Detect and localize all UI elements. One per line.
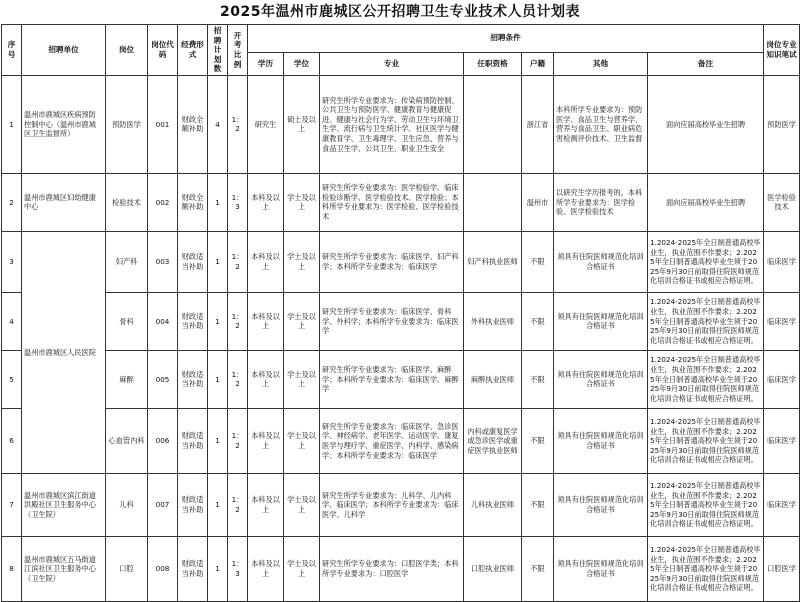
cell-count: 1 — [208, 408, 228, 473]
cell-note: 1.2024-2025年全日制普通高校毕业生，执业范围不作要求；2.2025年全日制普通高校毕业生须于2025年9月30日前取得住院医师规范化培训合格证书或相应合格证明。 — [648, 350, 764, 408]
header-post: 岗位 — [106, 25, 148, 76]
cell-exam: 临床医学 — [764, 231, 800, 292]
cell-post: 心血管内科 — [106, 408, 148, 473]
cell-unit: 温州市鹿城区五马街道江滨社区卫生服务中心（卫生院） — [22, 536, 106, 601]
cell-degree: 学士及以上 — [284, 536, 320, 601]
cell-qualification: 妇产科执业医师 — [464, 231, 522, 292]
cell-note: 面向应届高校毕业生招聘 — [648, 75, 764, 173]
cell-ratio: 1：2 — [228, 231, 248, 292]
cell-seq: 3 — [2, 231, 22, 292]
cell-major: 研究生所学专业要求为：临床医学、麻醉学；本科所学专业要求为：临床医学、麻醉学 — [320, 350, 464, 408]
cell-ratio: 1：2 — [228, 408, 248, 473]
cell-major: 研究生所学专业要求为：临床医学、骨科学、外科学；本科所学专业要求为：临床医学 — [320, 292, 464, 350]
cell-seq: 4 — [2, 292, 22, 350]
cell-funding: 财政全额补助 — [178, 173, 208, 231]
cell-other: 以研究生学历报考的，本科所学专业要求为：医学检验、医学检验技术 — [554, 173, 648, 231]
cell-unit: 温州市鹿城区疾病预防控制中心（温州市鹿城区卫生监督所） — [22, 75, 106, 173]
cell-funding: 财政适当补助 — [178, 292, 208, 350]
cell-degree: 学士及以上 — [284, 292, 320, 350]
table-row — [2, 408, 800, 473]
cell-count: 4 — [208, 75, 228, 173]
table-row — [2, 536, 800, 601]
cell-major: 研究生所学专业要求为：口腔医学类；本科所学专业要求为：口腔医学 — [320, 536, 464, 601]
cell-degree: 学士及以上 — [284, 473, 320, 536]
cell-unit: 温州市鹿城区人民医院 — [22, 231, 106, 473]
cell-post: 妇产科 — [106, 231, 148, 292]
cell-hukou: 不限 — [522, 536, 554, 601]
cell-hukou: 浙江省 — [522, 75, 554, 173]
cell-code: 001 — [148, 75, 178, 173]
cell-count: 1 — [208, 536, 228, 601]
cell-ratio: 1：2 — [228, 75, 248, 173]
header-conditions: 招聘条件 — [248, 25, 764, 53]
cell-exam: 预防医学 — [764, 75, 800, 173]
cell-hukou: 不限 — [522, 350, 554, 408]
cell-ratio: 1：2 — [228, 292, 248, 350]
table-row — [2, 173, 800, 231]
cell-education: 本科及以上 — [248, 473, 284, 536]
cell-funding: 财政适当补助 — [178, 408, 208, 473]
header-qualification: 任职资格 — [464, 52, 522, 75]
header-exam: 岗位专业知识笔试 — [764, 25, 800, 76]
cell-hukou: 不限 — [522, 408, 554, 473]
cell-degree: 学士及以上 — [284, 231, 320, 292]
recruitment-plan-table — [1, 24, 800, 602]
cell-exam: 医学检验技术 — [764, 173, 800, 231]
table-row — [2, 473, 800, 536]
cell-education: 本科及以上 — [248, 350, 284, 408]
cell-seq: 5 — [2, 350, 22, 408]
cell-ratio: 1：2 — [228, 473, 248, 536]
header-funding: 经费形式 — [178, 25, 208, 76]
cell-other: 须具有住院医师规范化培训合格证书 — [554, 231, 648, 292]
cell-exam: 临床医学 — [764, 350, 800, 408]
cell-post: 儿科 — [106, 473, 148, 536]
cell-education: 本科及以上 — [248, 292, 284, 350]
cell-ratio: 1：3 — [228, 536, 248, 601]
table-row — [2, 350, 800, 408]
cell-post: 口腔 — [106, 536, 148, 601]
cell-degree: 学士及以上 — [284, 350, 320, 408]
cell-major: 研究生所学专业要求为：医学检验学、临床检验诊断学、医学检验技术、医学检验；本科所学专业要求为：医学检验、医学检验技术 — [320, 173, 464, 231]
header-ratio: 开考比例 — [228, 25, 248, 76]
header-note: 备注 — [648, 52, 764, 75]
cell-code: 004 — [148, 292, 178, 350]
header-hukou: 户籍 — [522, 52, 554, 75]
header-code: 岗位代码 — [148, 25, 178, 76]
cell-code: 005 — [148, 350, 178, 408]
cell-ratio: 1：2 — [228, 350, 248, 408]
header-count: 招聘计划数 — [208, 25, 228, 76]
cell-note: 1.2024-2025年全日制普通高校毕业生，执业范围不作要求；2.2025年全日制普通高校毕业生须于2025年9月30日前取得住院医师规范化培训合格证书或相应合格证明。 — [648, 536, 764, 601]
cell-funding: 财政全额补助 — [178, 75, 208, 173]
cell-education: 本科及以上 — [248, 408, 284, 473]
cell-post: 骨科 — [106, 292, 148, 350]
cell-post: 检验技术 — [106, 173, 148, 231]
cell-exam: 临床医学 — [764, 473, 800, 536]
cell-count: 1 — [208, 173, 228, 231]
table-row — [2, 75, 800, 173]
cell-note: 1.2024-2025年全日制普通高校毕业生，执业范围不作要求；2.2025年全日制普通高校毕业生须于2025年9月30日前取得住院医师规范化培训合格证书或相应合格证明。 — [648, 231, 764, 292]
cell-other: 本科所学专业要求为：预防医学、食品卫生与营养学、营养与食品卫生、职业病危害检测评价技术、卫生监督 — [554, 75, 648, 173]
cell-qualification — [464, 75, 522, 173]
cell-other: 须具有住院医师规范化培训合格证书 — [554, 408, 648, 473]
cell-hukou: 不限 — [522, 231, 554, 292]
cell-other: 须具有住院医师规范化培训合格证书 — [554, 350, 648, 408]
cell-count: 1 — [208, 473, 228, 536]
cell-major: 研究生所学专业要求为：儿科学、儿内科学、临床医学；本科所学专业要求为：临床医学、儿科学 — [320, 473, 464, 536]
cell-exam: 口腔医学 — [764, 536, 800, 601]
header-major: 专业 — [320, 52, 464, 75]
cell-note: 1.2024-2025年全日制普通高校毕业生，执业范围不作要求；2.2025年全日制普通高校毕业生须于2025年9月30日前取得住院医师规范化培训合格证书或相应合格证明。 — [648, 292, 764, 350]
cell-education: 本科及以上 — [248, 173, 284, 231]
cell-major: 研究生所学专业要求为：临床医学、妇产科学；本科所学专业要求为：临床医学 — [320, 231, 464, 292]
header-seq: 序号 — [2, 25, 22, 76]
cell-ratio: 1：3 — [228, 173, 248, 231]
cell-qualification: 儿科执业医师 — [464, 473, 522, 536]
cell-note: 1.2024-2025年全日制普通高校毕业生，执业范围不作要求；2.2025年全日制普通高校毕业生须于2025年9月30日前取得住院医师规范化培训合格证书或相应合格证明。 — [648, 408, 764, 473]
cell-other: 须具有住院医师规范化培训合格证书 — [554, 473, 648, 536]
cell-major: 研究生所学专业要求为：传染病预防控制、公共卫生与预防医学、健康教育与健康促进、健康与社会行为学、劳动卫生与环境卫生学、流行病与卫生统计学、社区医学与健康教育学、卫生毒理学、卫生应急、营养与食品卫生学、公共卫生、职业卫生安全 — [320, 75, 464, 173]
cell-funding: 财政适当补助 — [178, 473, 208, 536]
cell-unit: 温州市鹿城区妇幼健康中心 — [22, 173, 106, 231]
cell-code: 002 — [148, 173, 178, 231]
cell-other: 须具有住院医师规范化培训合格证书 — [554, 292, 648, 350]
header-other: 其他 — [554, 52, 648, 75]
cell-qualification: 外科执业医师 — [464, 292, 522, 350]
cell-qualification — [464, 173, 522, 231]
cell-seq: 6 — [2, 408, 22, 473]
cell-other: 须具有住院医师规范化培训合格证书 — [554, 536, 648, 601]
cell-post: 预防医学 — [106, 75, 148, 173]
cell-funding: 财政适当补助 — [178, 536, 208, 601]
cell-exam: 临床医学 — [764, 292, 800, 350]
cell-degree: 硕士及以上 — [284, 75, 320, 173]
header-education: 学历 — [248, 52, 284, 75]
cell-count: 1 — [208, 292, 228, 350]
cell-funding: 财政适当补助 — [178, 231, 208, 292]
cell-code: 003 — [148, 231, 178, 292]
cell-note: 面向应届高校毕业生招聘 — [648, 173, 764, 231]
cell-unit: 温州市鹿城区滨江街道洪殿社区卫生服务中心（卫生院） — [22, 473, 106, 536]
cell-code: 006 — [148, 408, 178, 473]
cell-qualification: 麻醉执业医师 — [464, 350, 522, 408]
cell-seq: 7 — [2, 473, 22, 536]
cell-funding: 财政适当补助 — [178, 350, 208, 408]
table-row — [2, 231, 800, 292]
cell-post: 麻醉 — [106, 350, 148, 408]
cell-code: 007 — [148, 473, 178, 536]
cell-qualification: 口腔执业医师 — [464, 536, 522, 601]
table-row — [2, 292, 800, 350]
cell-hukou: 不限 — [522, 292, 554, 350]
cell-major: 研究生所学专业要求为：临床医学、急诊医学、神经病学、老年医学、运动医学、康复医学与理疗学、重症医学、内科学、感染病学；本科所学专业要求为：临床医学 — [320, 408, 464, 473]
cell-seq: 8 — [2, 536, 22, 601]
cell-education: 本科及以上 — [248, 536, 284, 601]
cell-hukou: 不限 — [522, 473, 554, 536]
cell-count: 1 — [208, 350, 228, 408]
cell-qualification: 内科或康复医学或急诊医学或重症医学执业医师 — [464, 408, 522, 473]
cell-degree: 学士及以上 — [284, 173, 320, 231]
cell-seq: 2 — [2, 173, 22, 231]
cell-hukou: 温州市 — [522, 173, 554, 231]
cell-count: 1 — [208, 231, 228, 292]
cell-exam: 临床医学 — [764, 408, 800, 473]
header-degree: 学位 — [284, 52, 320, 75]
cell-education: 本科及以上 — [248, 231, 284, 292]
cell-education: 研究生 — [248, 75, 284, 173]
header-unit: 招聘单位 — [22, 25, 106, 76]
cell-seq: 1 — [2, 75, 22, 173]
cell-note: 1.2024-2025年全日制普通高校毕业生，执业范围不作要求；2.2025年全日制普通高校毕业生须于2025年9月30日前取得住院医师规范化培训合格证书或相应合格证明。 — [648, 473, 764, 536]
cell-degree: 学士及以上 — [284, 408, 320, 473]
cell-code: 008 — [148, 536, 178, 601]
page-title: 2025年温州市鹿城区公开招聘卫生专业技术人员计划表 — [220, 4, 580, 20]
